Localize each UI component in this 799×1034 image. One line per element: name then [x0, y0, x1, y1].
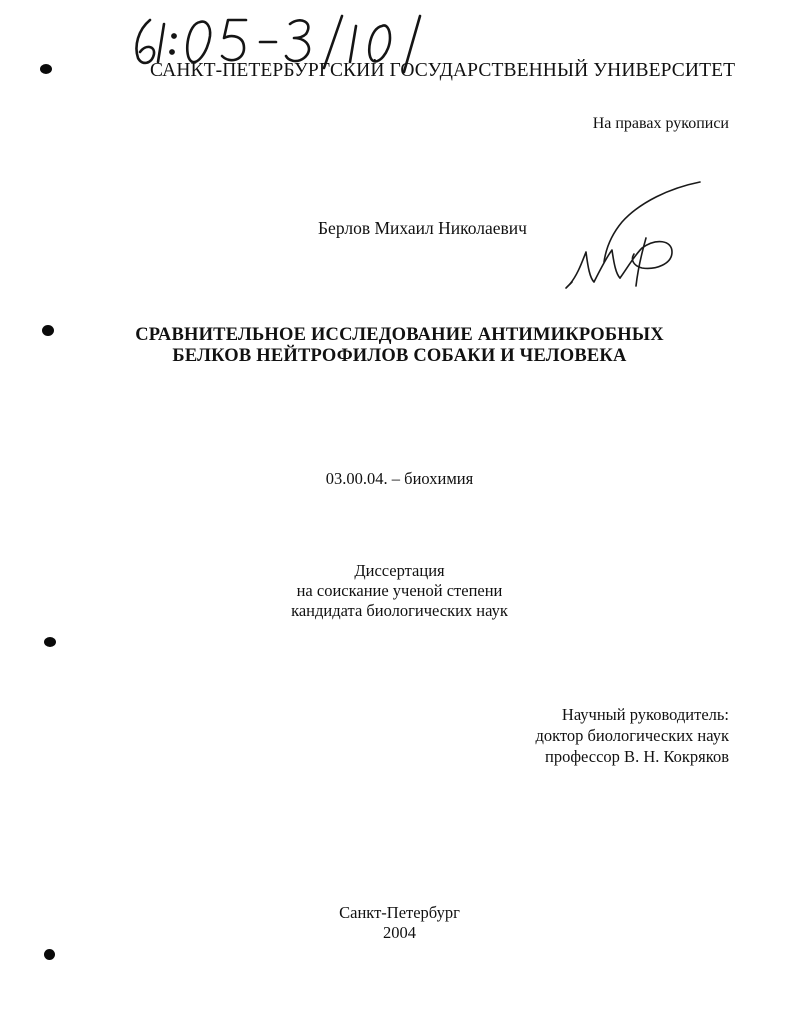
punch-mark	[40, 64, 52, 74]
punch-mark	[42, 325, 54, 336]
advisor-line-2: доктор биологических наук	[535, 726, 729, 745]
dissertation-title	[0, 325, 799, 367]
university-name: САНКТ-ПЕТЕРБУРГСКИЙ ГОСУДАРСТВЕННЫЙ УНИВЕРСИТЕТ	[150, 60, 736, 81]
punch-mark	[44, 637, 56, 647]
author-name: Берлов Михаил Николаевич	[318, 218, 527, 238]
degree-line-2: на соискание ученой степени	[296, 581, 503, 600]
dissertation-degree-block	[0, 561, 799, 621]
advisor-line-3: профессор В. Н. Кокряков	[545, 747, 729, 766]
city: Санкт-Петербург	[339, 903, 460, 922]
year: 2004	[383, 923, 416, 942]
degree-line-3: кандидата биологических наук	[291, 601, 508, 620]
manuscript-rights-note: На правах рукописи	[592, 115, 729, 132]
advisor-line-1: Научный руководитель:	[561, 705, 729, 724]
scientific-advisor-block	[535, 704, 729, 767]
punch-mark	[44, 949, 55, 960]
author-signature	[560, 178, 710, 293]
specialty-code: 03.00.04. – биохимия	[325, 469, 474, 488]
title-line-2: БЕЛКОВ НЕЙТРОФИЛОВ СОБАКИ И ЧЕЛОВЕКА	[172, 346, 627, 366]
degree-line-1: Диссертация	[354, 561, 445, 580]
title-line-1: СРАВНИТЕЛЬНОЕ ИССЛЕДОВАНИЕ АНТИМИКРОБНЫХ	[135, 325, 664, 345]
city-year-block	[0, 903, 799, 943]
